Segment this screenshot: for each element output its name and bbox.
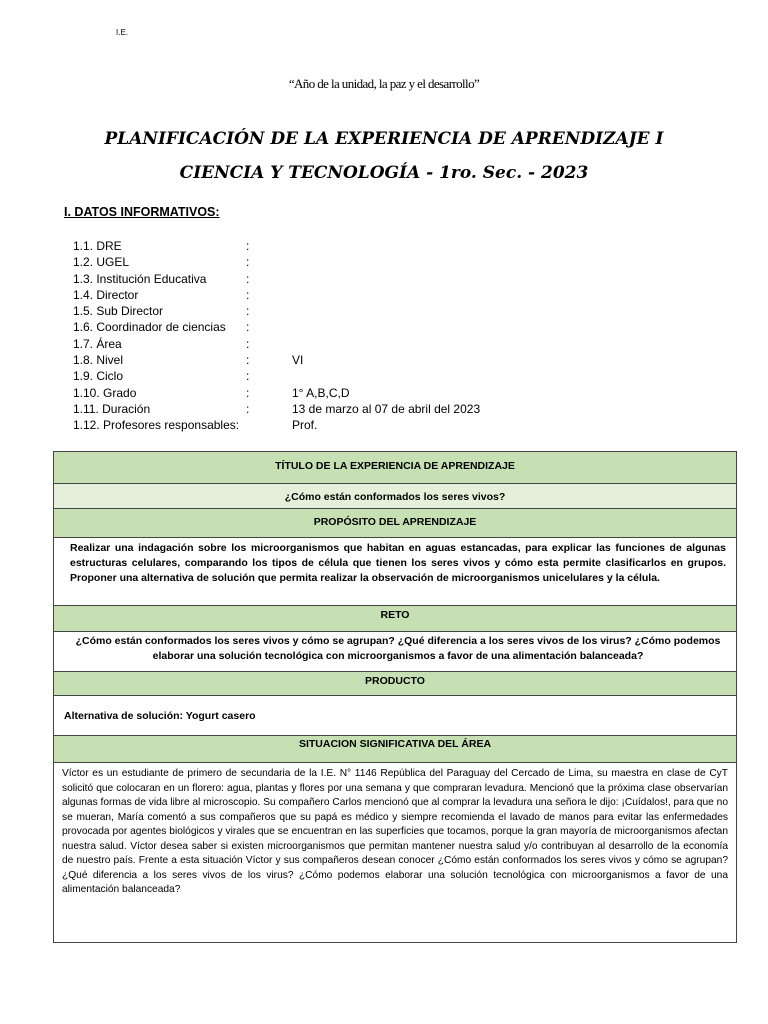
- proposito-header: PROPÓSITO DEL APRENDIZAJE: [54, 508, 736, 537]
- info-row-ciclo: [73, 368, 673, 384]
- info-colon: :: [246, 369, 250, 384]
- info-label: 1.2. UGEL: [73, 255, 130, 270]
- info-colon: :: [246, 287, 250, 302]
- info-label: 1.1. DRE: [73, 239, 122, 253]
- experience-table: [53, 451, 737, 943]
- info-colon: :: [246, 304, 250, 319]
- info-colon: :: [246, 385, 250, 400]
- info-colon: :: [246, 255, 250, 270]
- info-row-director: [73, 287, 673, 303]
- info-row-grado: [73, 385, 673, 401]
- info-colon: :: [246, 336, 250, 351]
- info-row-profesores: [73, 417, 673, 433]
- info-colon: :: [246, 401, 250, 416]
- datos-informativos-list: [73, 238, 673, 434]
- info-label: 1.12. Profesores responsables:: [73, 418, 240, 433]
- info-label: 1.3. Institución Educativa: [73, 271, 207, 286]
- producto-header: PRODUCTO: [54, 671, 736, 695]
- situacion-value: Víctor es un estudiante de primero de secundaria de la I.E. N° 1146 República del Paraguay del Cercado de Lima, su maestra en clase de CyT solicitó que colocaran en un florero: agua, plantas y flores por una semana y que compraran levadura. Mencionó que la próxima clase observarían algunas formas de vida libre al microscopio. Su compañero Carlos mencionó que al comprar la levadura una señora le dijo: ¡Cuídalos!, para que no se mueran, María comentó a sus compañeros que su papá es médico y siempre recomienda el lavado de manos para evitar las enfermedades provocada por agentes biológicos y virales que se encuentran en las superficies que tocamos, porque la gran mayoría de microorganismos afectan nuestra salud. Víctor desea saber si existen microorganismos que permitan mantener nuestra salud y/o contribuyan al desarrollo de la economía de nuestro país. Frente a esta situación Víctor y sus compañeros desean conocer ¿Cómo están conformados los seres vivos y cómo se agrupan? ¿Qué diferencia a los seres vivos de los virus? ¿Cómo podemos elaborar una solución tecnológica con microorganismos a favor de una alimentación balanceada?: [54, 762, 736, 942]
- info-value: VI: [292, 353, 304, 368]
- info-row-coordinador: [73, 319, 673, 335]
- info-colon: :: [246, 239, 250, 253]
- info-row-subdirector: [73, 303, 673, 319]
- info-value: Prof.: [292, 418, 318, 433]
- info-colon: :: [246, 353, 250, 368]
- reto-header: RETO: [54, 605, 736, 631]
- info-colon: :: [246, 271, 250, 286]
- proposito-value: Realizar una indagación sobre los microorganismos que habitan en aguas estancadas, para explicar las funciones de algunas estructuras celulares, comparando los tipos de célula que tienen los seres vivos y cómo esta permite clasificarlos en grupos. Proponer una alternativa de solución que permita realizar la observación de microorganismos unicelulares y la célula.: [54, 537, 736, 605]
- info-colon: :: [246, 320, 250, 335]
- info-label: 1.8. Nivel: [73, 353, 124, 368]
- situacion-header: SITUACION SIGNIFICATIVA DEL ÁREA: [54, 735, 736, 762]
- info-label: 1.5. Sub Director: [73, 304, 164, 319]
- info-row-ugel: [73, 254, 673, 270]
- info-row-area: [73, 336, 673, 352]
- info-value: 13 de marzo al 07 de abril del 2023: [292, 401, 481, 416]
- titulo-header: TÍTULO DE LA EXPERIENCIA DE APRENDIZAJE: [54, 452, 736, 483]
- info-label: 1.6. Coordinador de ciencias: [73, 320, 226, 335]
- info-label: 1.4. Director: [73, 287, 139, 302]
- producto-value: Alternativa de solución: Yogurt casero: [54, 695, 736, 735]
- info-row-dre: [73, 238, 673, 254]
- info-row-institucion: [73, 271, 673, 287]
- info-label: 1.10. Grado: [73, 385, 137, 400]
- year-motto: “Año de la unidad, la paz y el desarrollo”: [288, 76, 480, 91]
- info-value: 1° A,B,C,D: [292, 385, 350, 400]
- document-title: PLANIFICACIÓN DE LA EXPERIENCIA DE APRENDIZAJE I: [104, 129, 664, 149]
- info-row-duracion: [73, 401, 673, 417]
- info-label: 1.7. Área: [73, 336, 122, 351]
- info-label: 1.9. Ciclo: [73, 369, 124, 384]
- document-subtitle: CIENCIA Y TECNOLOGÍA - 1ro. Sec. - 2023: [179, 163, 589, 183]
- info-label: 1.11. Duración: [73, 401, 151, 416]
- info-row-nivel: [73, 352, 673, 368]
- datos-informativos-heading: I. DATOS INFORMATIVOS:: [64, 205, 220, 219]
- school-label: I.E.: [116, 28, 129, 37]
- titulo-value: ¿Cómo están conformados los seres vivos?: [54, 483, 736, 508]
- reto-value: ¿Cómo están conformados los seres vivos y cómo se agrupan? ¿Qué diferencia a los seres vivos de los virus? ¿Cómo podemos elaborar una solución tecnológica con microorganismos a favor de una alimentación balanceada?: [54, 631, 736, 671]
